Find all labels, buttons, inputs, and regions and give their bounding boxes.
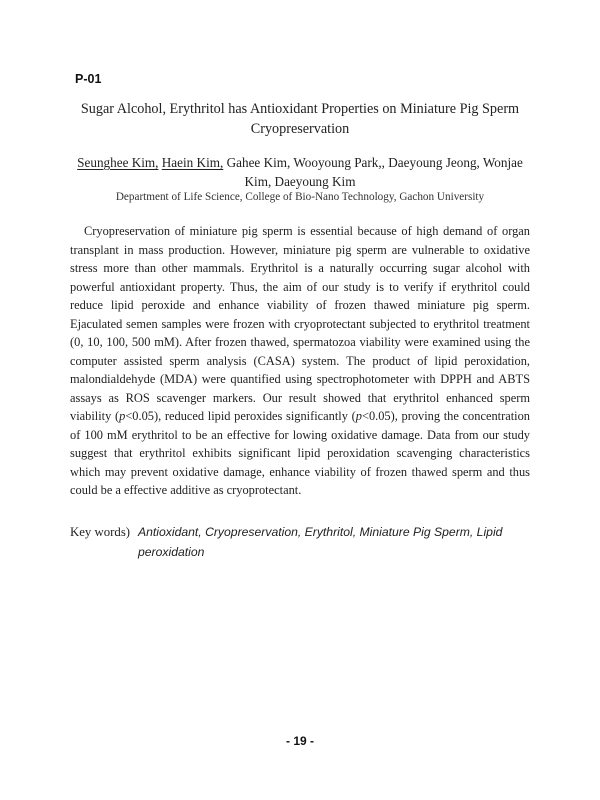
p-symbol-2: p (355, 409, 362, 423)
page-number: - 19 - (285, 734, 314, 748)
p-symbol-1: p (119, 409, 126, 423)
keywords-list: Antioxidant, Cryopreservation, Erythritol, Miniature Pig Sperm, Lipid peroxidation (138, 525, 503, 559)
abstract-text-1: Cryopreservation of miniature pig sperm is essential because of high demand of organ transplant in mass production. However, miniature pig sperm are vulnerable to oxidative stress more than other mammals. Erythritol is a naturally occurring sugar alcohol with powerful antioxidant property. Thus, the aim of our study is to verify if erythritol could reduce lipid peroxide and enhance viability of frozen thawed miniature pig sperm. Ejaculated semen samples were frozen with cryoprotectant subjected to erythritol treatment (0, 10, 100, 500 mM). After frozen thawed, spermatozoa viability were examined using the computer assisted sperm analysis (CASA) system. The product of lipid peroxidation, malondialdehyde (MDA) were quantified using spectrophotometer with DPPH and ABTS assays as ROS scavenger markers. Our result showed that erythritol enhanced sperm viability ( (70, 224, 530, 423)
keywords-label: Key words) (70, 525, 131, 539)
abstract-body (70, 222, 530, 500)
presenting-author-1: Seunghee Kim, (77, 155, 159, 170)
keywords-section (70, 522, 530, 562)
abstract-code: P-01 (75, 72, 102, 86)
abstract-text-2: <0.05), reduced lipid peroxides significantly ( (125, 409, 356, 423)
paper-title: Sugar Alcohol, Erythritol has Antioxidant Properties on Miniature Pig Sperm Cryopreservation (80, 101, 520, 137)
affiliation: Department of Life Science, College of Bio-Nano Technology, Gachon University (115, 191, 485, 203)
abstract-text-3: <0.05), proving the concentration of 100 mM erythritol to be an effective for lowing oxidative damage. Data from our study suggest that erythritol exhibits significant lipid peroxidation scavenging characteristics which may prevent oxidative damage, enhance viability of frozen thawed sperm and thus could be a effective additive as cryoprotectant. (70, 409, 530, 497)
presenting-author-2: Haein Kim, (161, 155, 224, 170)
co-authors: Gahee Kim, Wooyoung Park,, Daeyoung Jeong, Wonjae Kim, Daeyoung Kim (226, 155, 523, 189)
author-list (70, 153, 530, 191)
